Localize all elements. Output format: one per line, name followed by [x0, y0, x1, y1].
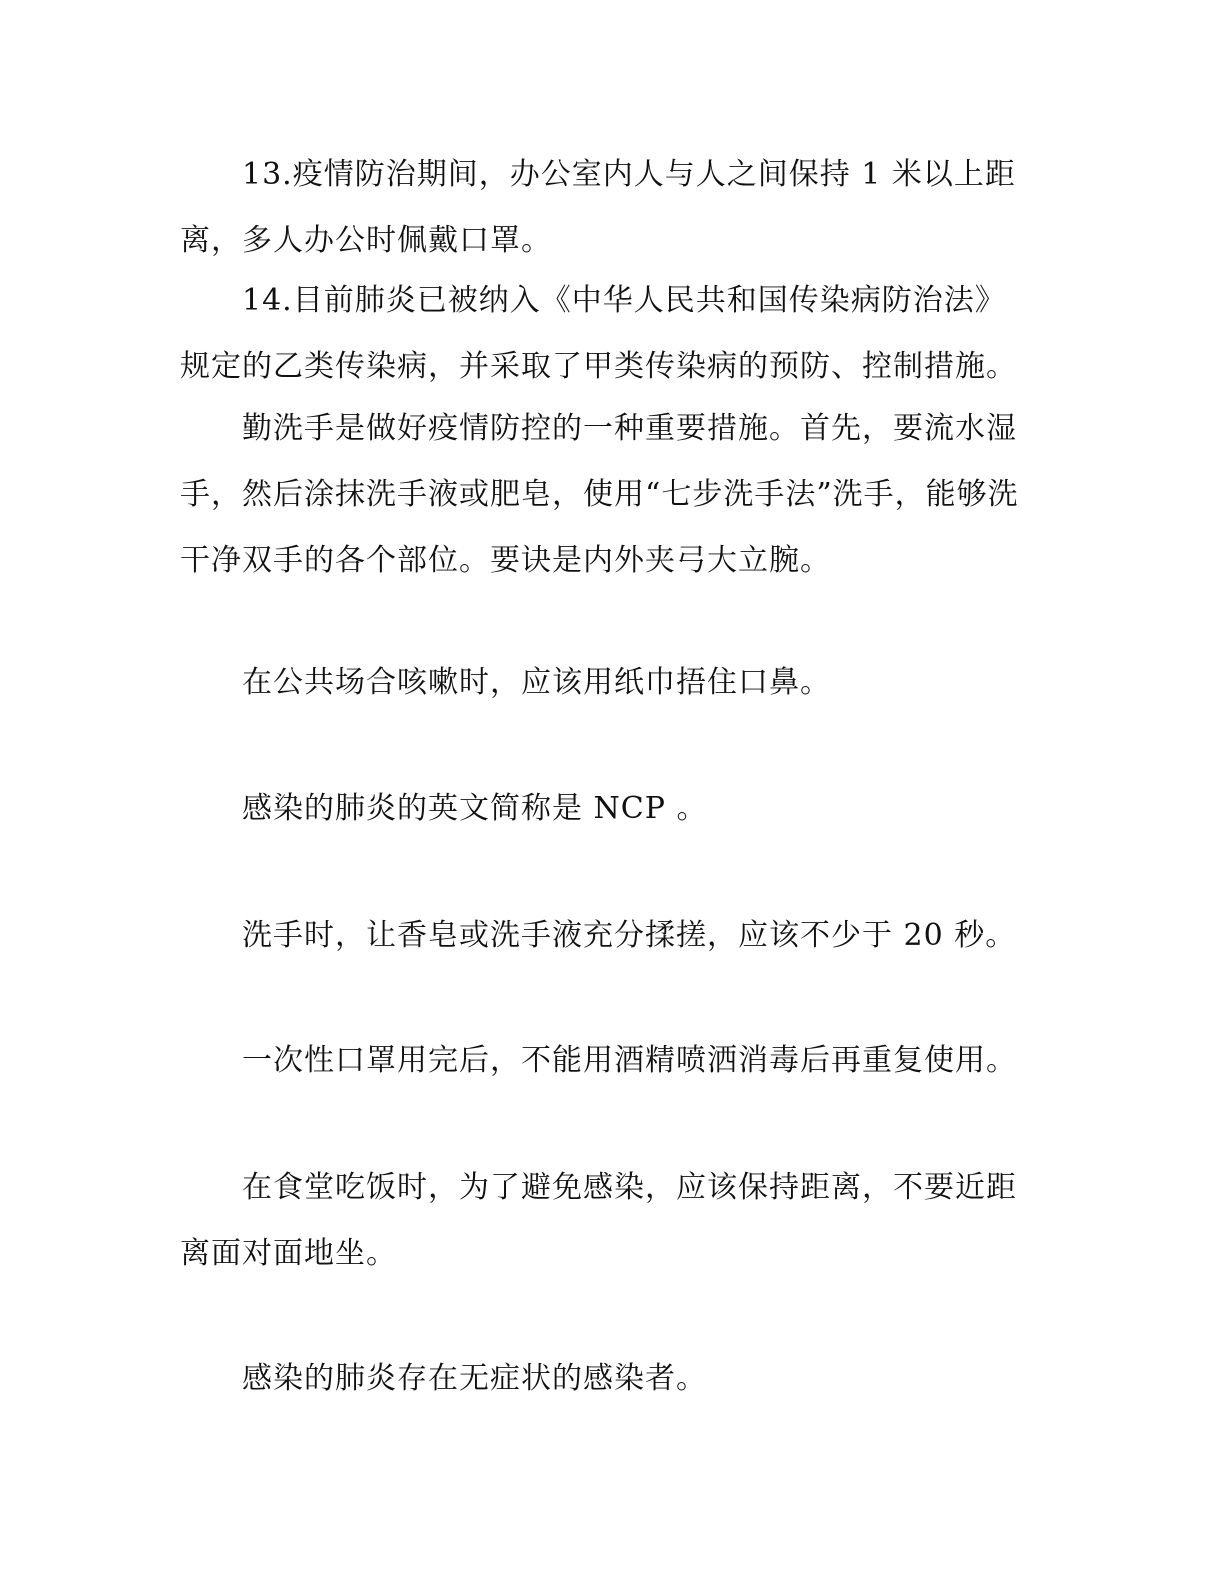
paragraph-line: 感染的肺炎存在无症状的感染者。	[242, 1361, 707, 1396]
paragraph-line: 离，多人办公时佩戴口罩。	[180, 223, 552, 258]
paragraph-line: 13.疫情防治期间，办公室内人与人之间保持 1 米以上距	[242, 157, 1016, 192]
paragraph-line: 勤洗手是做好疫情防控的一种重要措施。首先，要流水湿	[242, 411, 1017, 446]
paragraph-line: 14.目前肺炎已被纳入《中华人民共和国传染病防治法》	[242, 283, 1006, 318]
paragraph-line: 规定的乙类传染病，并采取了甲类传染病的预防、控制措施。	[180, 349, 1017, 384]
paragraph-disposable-mask	[180, 1028, 1060, 1094]
paragraph-line: 在公共场合咳嗽时，应该用纸巾捂住口鼻。	[242, 665, 831, 700]
paragraph-canteen	[180, 1155, 1060, 1287]
paragraph-line: 手，然后涂抹洗手液或肥皂，使用“七步洗手法”洗手，能够洗	[180, 477, 1019, 512]
paragraph-line: 干净双手的各个部位。要诀是内外夹弓大立腕。	[180, 543, 831, 578]
paragraph-line: 一次性口罩用完后，不能用酒精喷洒消毒后再重复使用。	[242, 1043, 1017, 1078]
paragraph-ncp	[180, 776, 1060, 842]
paragraph-handwashing	[180, 396, 1060, 594]
paragraph-14	[180, 268, 1060, 400]
paragraph-line: 感染的肺炎的英文简称是 NCP 。	[242, 791, 708, 826]
paragraph-line: 洗手时，让香皂或洗手液充分揉搓，应该不少于 20 秒。	[242, 918, 1017, 953]
paragraph-20-seconds	[180, 903, 1060, 969]
paragraph-coughing	[180, 650, 1060, 716]
paragraph-13	[180, 142, 1060, 274]
paragraph-line: 离面对面地坐。	[180, 1236, 397, 1271]
paragraph-asymptomatic	[180, 1346, 1060, 1412]
paragraph-line: 在食堂吃饭时，为了避免感染，应该保持距离，不要近距	[242, 1170, 1017, 1205]
